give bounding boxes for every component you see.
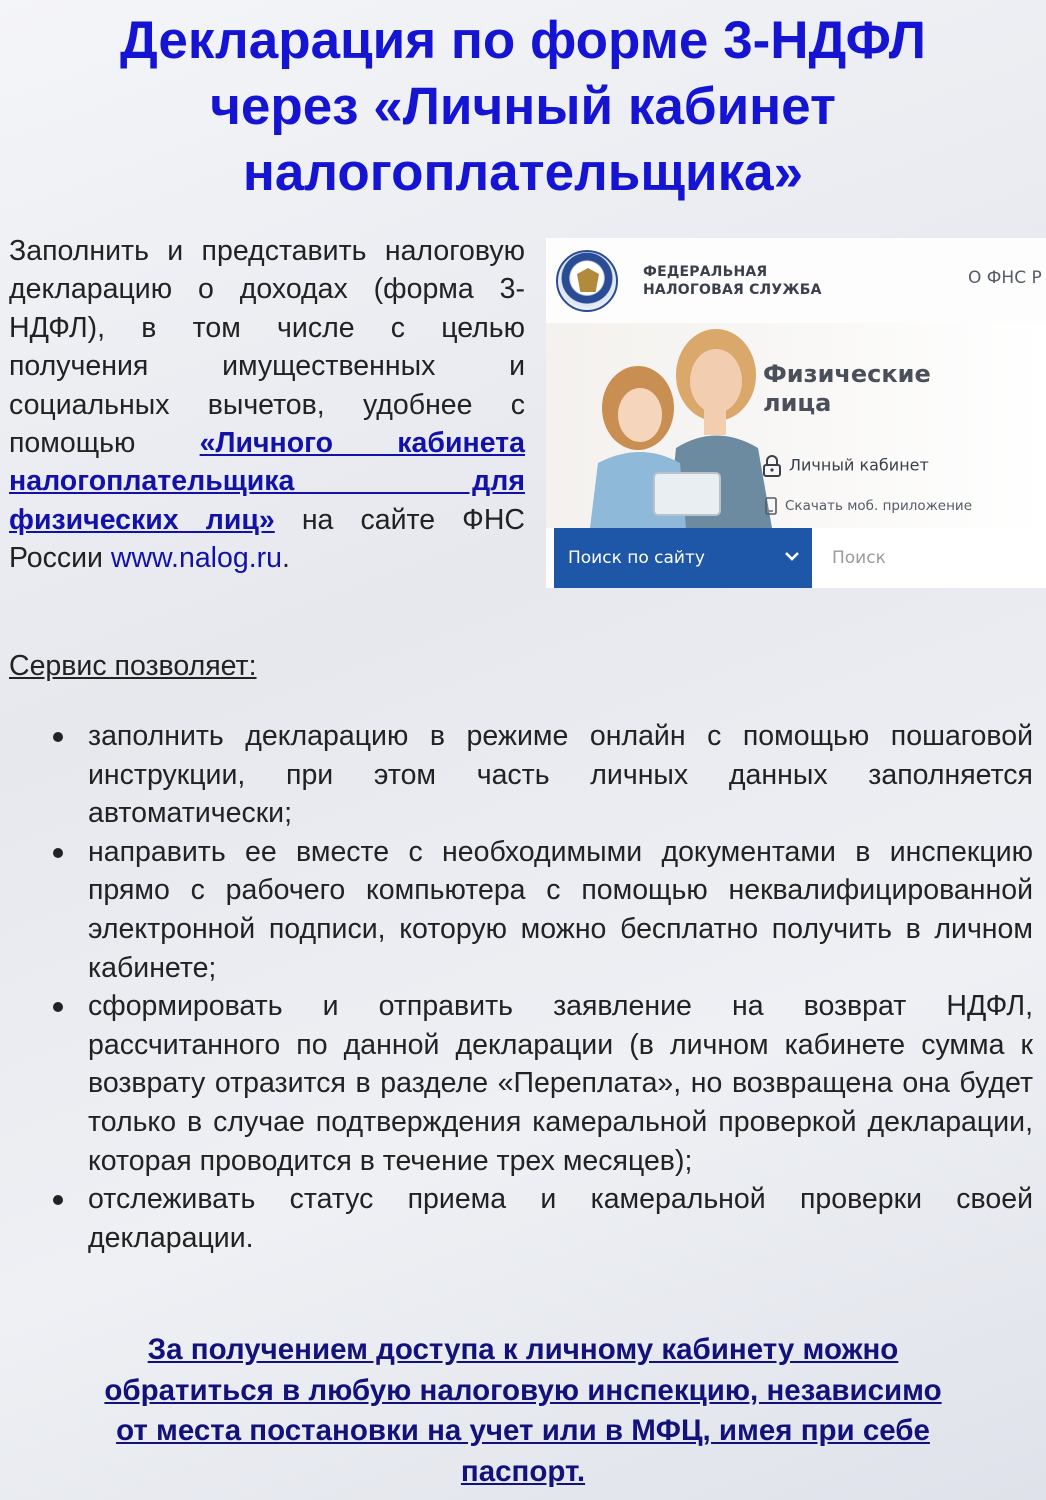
download-app-link[interactable] xyxy=(765,497,972,515)
intro-paragraph xyxy=(9,232,525,578)
title-line-3: налогоплательщика» xyxy=(242,143,804,202)
access-note-line-4: паспорт. xyxy=(460,1454,586,1488)
bullet-icon xyxy=(53,732,63,742)
list-item xyxy=(88,833,1033,987)
intro-text-after: . xyxy=(281,542,290,575)
page-title xyxy=(0,8,1046,206)
list-item xyxy=(88,717,1033,833)
nalog-site-link[interactable]: www.nalog.ru xyxy=(110,542,282,575)
service-heading: Сервис позволяет: xyxy=(9,650,257,682)
site-header xyxy=(546,238,1046,323)
search-scope-select[interactable] xyxy=(554,528,812,588)
list-item-text: сформировать и отправить заявление на возврат НДФЛ, рассчитанного по данной декларации (в личном кабинете сумма к возврату отразится в разделе «Переплата», но возвращена она будет только в случае подтверждения камеральной проверкой декларации, которая проводится в течение трех месяцев); xyxy=(88,990,1033,1177)
list-item-text: заполнить декларацию в режиме онлайн с помощью пошаговой инструкции, при этом часть личных данных заполняется автоматически; xyxy=(88,720,1033,830)
phone-icon xyxy=(765,497,777,515)
access-note xyxy=(0,1330,1046,1492)
download-app-label: Скачать моб. приложение xyxy=(785,498,972,514)
hero-title-line-2: лица xyxy=(763,389,832,417)
service-features-list xyxy=(88,717,1033,1257)
intro-text-before: Заполнить и представить налоговую декларацию о доходах (форма 3-НДФЛ), в том числе с целью получения имущественных и социальных вычетов, удобнее с помощью xyxy=(9,235,525,460)
access-note-line-3: от места постановки на учет или в МФЦ, имея при себе xyxy=(116,1414,930,1447)
list-item xyxy=(88,987,1033,1180)
list-item-text: отслеживать статус приема и камеральной проверки своей декларации. xyxy=(88,1183,1033,1254)
intro-text-middle: на сайте ФНС России xyxy=(9,503,525,575)
access-note-line-1: За получением доступа к личному кабинету можно xyxy=(147,1333,899,1366)
fns-org-name-line-1: ФЕДЕРАЛЬНАЯ xyxy=(643,264,768,280)
personal-cabinet-button[interactable] xyxy=(763,455,929,477)
hero-title-line-1: Физические xyxy=(763,360,931,388)
bullet-icon xyxy=(53,1002,63,1012)
mother-daughter-illustration xyxy=(576,323,776,528)
list-item xyxy=(88,1180,1033,1257)
fns-org-name xyxy=(643,263,822,299)
fns-org-name-line-2: НАЛОГОВАЯ СЛУЖБА xyxy=(643,282,822,298)
access-note-line-2: обратиться в любую налоговую инспекцию, независимо xyxy=(104,1373,942,1407)
search-input[interactable] xyxy=(812,528,1046,588)
title-line-2: через «Личный кабинет xyxy=(210,77,836,136)
bullet-icon xyxy=(53,848,63,858)
hero-title xyxy=(763,360,931,418)
search-scope-label: Поиск по сайту xyxy=(568,548,705,568)
personal-cabinet-link[interactable]: «Личного кабинета налогоплательщика для физических лиц» xyxy=(9,427,525,536)
nalog-site-screenshot xyxy=(546,238,1046,588)
fns-emblem-icon xyxy=(556,250,618,312)
bullet-icon xyxy=(53,1195,63,1205)
list-item-text: направить ее вместе с необходимыми документами в инспекцию прямо с рабочего компьютера с помощью неквалифицированной электронной подписи, которую можно бесплатно получить в личном кабинете; xyxy=(88,835,1033,984)
site-search-bar xyxy=(546,528,1046,588)
lock-icon xyxy=(763,455,781,477)
nav-item-about[interactable]: О ФНС Р xyxy=(968,268,1042,288)
personal-cabinet-label: Личный кабинет xyxy=(789,455,929,475)
chevron-down-icon xyxy=(784,550,800,562)
site-hero xyxy=(546,323,1046,528)
title-line-1: Декларация по форме 3-НДФЛ xyxy=(120,11,926,70)
